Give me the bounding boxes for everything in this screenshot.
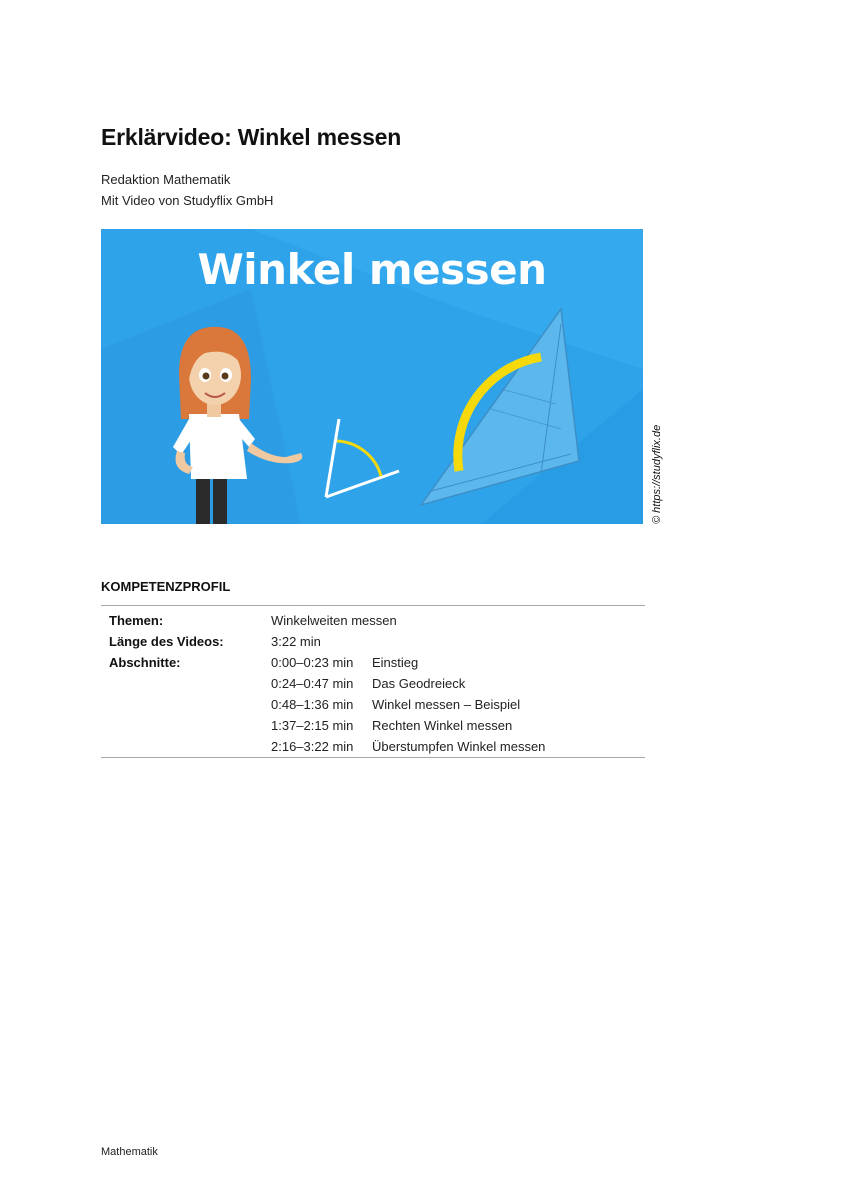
section-time: 0:48–1:36 min xyxy=(271,697,354,712)
abschnitte-label: Abschnitte: xyxy=(109,655,181,670)
section-title: Winkel messen – Beispiel xyxy=(372,697,521,712)
laenge-label: Länge des Videos: xyxy=(109,634,224,649)
video-thumbnail[interactable] xyxy=(101,229,643,524)
section-title: Rechten Winkel messen xyxy=(372,718,513,733)
section-time: 0:00–0:23 min xyxy=(271,655,354,670)
table-row xyxy=(101,673,645,694)
video-title: Winkel messen xyxy=(197,245,547,294)
angle-icon xyxy=(326,419,399,497)
laenge-value: 3:22 min xyxy=(271,634,321,649)
table-row xyxy=(101,652,645,673)
source-line: Mit Video von Studyflix GmbH xyxy=(101,193,274,208)
section-title: Das Geodreieck xyxy=(372,676,466,691)
themen-value: Winkelweiten messen xyxy=(271,613,397,628)
copyright-note: © https://studyflix.de xyxy=(651,424,663,524)
author-line: Redaktion Mathematik xyxy=(101,172,231,187)
document-title: Erklärvideo: Winkel messen xyxy=(101,124,402,150)
themen-label: Themen: xyxy=(109,613,164,628)
footer-subject: Mathematik xyxy=(101,1146,158,1158)
section-title: Überstumpfen Winkel messen xyxy=(372,739,546,754)
table-row xyxy=(101,610,645,631)
section-time: 1:37–2:15 min xyxy=(271,718,354,733)
table-row xyxy=(101,736,645,757)
competence-table xyxy=(101,605,645,758)
section-heading: KOMPETENZPROFIL xyxy=(101,579,231,594)
table-row xyxy=(101,715,645,736)
table-row xyxy=(101,631,645,652)
section-title: Einstieg xyxy=(372,655,419,670)
section-time: 0:24–0:47 min xyxy=(271,676,354,691)
section-time: 2:16–3:22 min xyxy=(271,739,354,754)
table-row xyxy=(101,694,645,715)
